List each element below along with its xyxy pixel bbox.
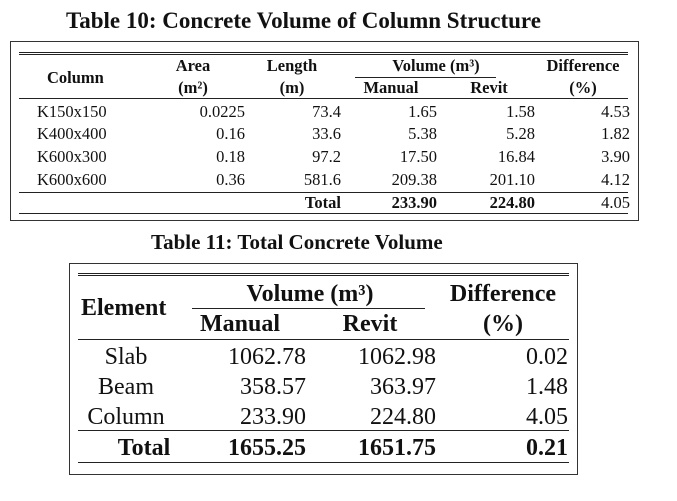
header-difference: Difference: [546, 56, 620, 75]
header-revit: Revit: [470, 78, 508, 97]
header-volume: Volume (m³): [392, 56, 480, 75]
cell-column: K600x300: [37, 147, 107, 166]
header-manual: Manual: [363, 78, 419, 97]
table10-title: Table 10: Concrete Volume of Column Structure: [66, 8, 541, 33]
cell-manual: 233.90: [240, 404, 306, 430]
cell-difference: 1.82: [601, 124, 630, 143]
total-difference: 4.05: [601, 193, 630, 212]
cell-length: 73.4: [312, 102, 341, 121]
cell-manual: 1062.78: [228, 344, 306, 370]
table10-top-rule-2: [19, 54, 628, 55]
table11-total-rule: [78, 430, 569, 431]
total-revit: 224.80: [489, 193, 535, 212]
cell-element: Beam: [98, 374, 154, 400]
header-revit: Revit: [342, 311, 398, 337]
cell-length: 33.6: [312, 124, 341, 143]
cell-revit: 363.97: [370, 374, 436, 400]
cell-area: 0.16: [216, 124, 245, 143]
table11-header-rule: [78, 339, 569, 340]
header-area: Area: [175, 56, 211, 75]
cell-length: 581.6: [303, 170, 341, 189]
cell-element: Slab: [104, 344, 148, 370]
table10-top-rule: [19, 52, 628, 53]
table11-top-rule: [78, 273, 569, 274]
cell-length: 97.2: [312, 147, 341, 166]
cell-column: K600x600: [37, 170, 107, 189]
volume-rule: [192, 308, 425, 309]
total-label: Total: [304, 193, 341, 212]
table10-bottom-rule: [19, 213, 628, 214]
header-length: Length: [266, 56, 318, 75]
cell-manual: 5.38: [408, 124, 437, 143]
cell-revit: 201.10: [489, 170, 535, 189]
cell-column: K150x150: [37, 102, 107, 121]
cell-revit: 1.58: [506, 102, 535, 121]
table10: [10, 41, 639, 221]
header-length-unit: (m): [279, 78, 305, 97]
cell-manual: 209.38: [391, 170, 437, 189]
cell-difference: 3.90: [601, 147, 630, 166]
cell-difference: 4.53: [601, 102, 630, 121]
total-revit: 1651.75: [358, 435, 436, 461]
header-area-unit: (m²): [178, 78, 208, 97]
header-manual: Manual: [199, 311, 280, 337]
cell-difference: 4.12: [601, 170, 630, 189]
cell-revit: 224.80: [370, 404, 436, 430]
cell-difference: 1.48: [526, 374, 568, 400]
cell-revit: 1062.98: [358, 344, 436, 370]
header-element: Element: [81, 295, 167, 321]
cell-manual: 358.57: [240, 374, 306, 400]
cell-area: 0.18: [216, 147, 245, 166]
header-difference-unit: (%): [569, 78, 597, 97]
cell-area: 0.36: [216, 170, 245, 189]
header-difference: Difference: [449, 281, 557, 307]
table10-header-rule: [19, 98, 628, 99]
cell-revit: 16.84: [497, 147, 535, 166]
header-volume: Volume (m³): [246, 281, 374, 307]
cell-revit: 5.28: [506, 124, 535, 143]
header-difference-unit: (%): [483, 311, 523, 337]
cell-difference: 4.05: [526, 404, 568, 430]
total-label: Total: [117, 435, 171, 461]
header-column: Column: [47, 68, 104, 87]
total-manual: 1655.25: [228, 435, 306, 461]
cell-difference: 0.02: [526, 344, 568, 370]
cell-manual: 17.50: [399, 147, 437, 166]
table11-bottom-rule: [78, 462, 569, 463]
cell-manual: 1.65: [408, 102, 437, 121]
cell-element: Column: [87, 404, 165, 430]
total-difference: 0.21: [526, 435, 568, 461]
table11-top-rule-2: [78, 275, 569, 276]
total-manual: 233.90: [391, 193, 437, 212]
cell-area: 0.0225: [199, 102, 245, 121]
table11-title: Table 11: Total Concrete Volume: [151, 230, 443, 254]
table11: [69, 263, 578, 475]
cell-column: K400x400: [37, 124, 107, 143]
